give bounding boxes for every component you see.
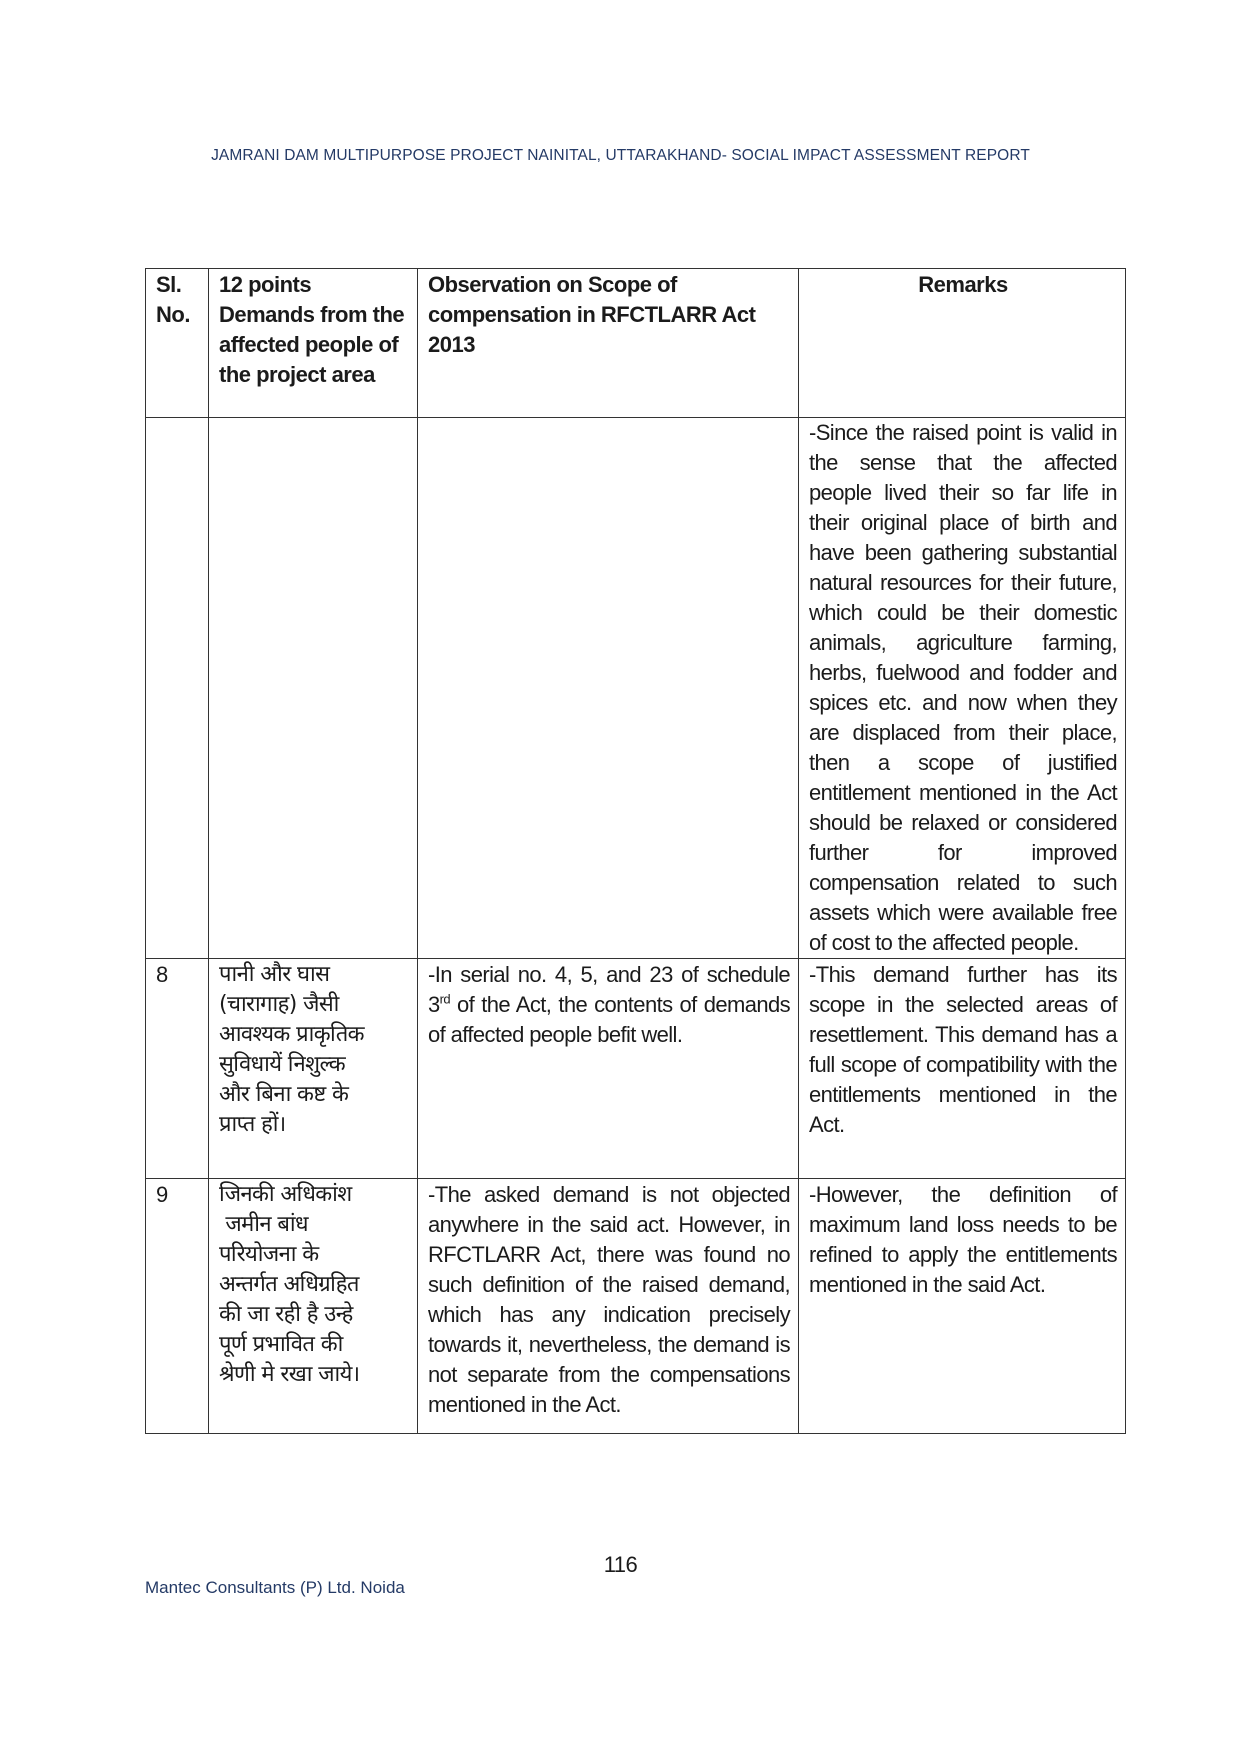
table-row bbox=[146, 1179, 1126, 1434]
col-header-sl-no: Sl. No. bbox=[146, 269, 209, 418]
table-row bbox=[146, 959, 1126, 1179]
observation-cell: -The asked demand is not objected anywhere in the said act. However, in RFCTLARR Act, there was found no such definition of the raised demand, which has any indication precisely towards it, nevertheless, the demand is not separate from the compensations mentioned in the Act. bbox=[418, 1179, 799, 1434]
demand-cell: पानी और घास (चारागाह) जैसी आवश्यक प्राकृतिक सुविधायें निशुल्क और बिना कष्ट के प्राप्त हों। bbox=[209, 959, 418, 1179]
footer-company: Mantec Consultants (P) Ltd. Noida bbox=[145, 1578, 405, 1597]
observation-cell bbox=[418, 418, 799, 959]
remarks-cell: -However, the definition of maximum land loss needs to be refined to apply the entitlements mentioned in the said Act. bbox=[799, 1179, 1126, 1434]
sl-no-cell: 9 bbox=[146, 1179, 209, 1434]
observation-cell: -In serial no. 4, 5, and 23 of schedule 3rd of the Act, the contents of demands of affected people befit well. bbox=[418, 959, 799, 1179]
remarks-cell: -This demand further has its scope in the selected areas of resettlement. This demand has a full scope of compatibility with the entitlements mentioned in the Act. bbox=[799, 959, 1126, 1179]
table-header-row bbox=[146, 269, 1126, 418]
col-header-observation: Observation on Scope of compensation in RFCTLARR Act 2013 bbox=[418, 269, 799, 418]
col-header-remarks: Remarks bbox=[799, 269, 1126, 418]
demands-table bbox=[145, 268, 1126, 1434]
demand-cell bbox=[209, 418, 418, 959]
report-header: JAMRANI DAM MULTIPURPOSE PROJECT NAINITAL, UTTARAKHAND- SOCIAL IMPACT ASSESSMENT REPORT bbox=[211, 147, 1030, 164]
sl-no-cell bbox=[146, 418, 209, 959]
table-row bbox=[146, 418, 1126, 959]
col-header-demands: 12 points Demands from the affected people of the project area bbox=[209, 269, 418, 418]
superscript: rd bbox=[439, 991, 450, 1007]
demand-cell: जिनकी अधिकांश जमीन बांध परियोजना के अन्तर्गत अधिग्रहित की जा रही है उन्हे पूर्ण प्रभावित की श्रेणी मे रखा जाये। bbox=[209, 1179, 418, 1434]
sl-no-cell: 8 bbox=[146, 959, 209, 1179]
remarks-cell: -Since the raised point is valid in the sense that the affected people lived their so far life in their original place of birth and have been gathering substantial natural resources for their future, which could be their domestic animals, agriculture farming, herbs, fuelwood and fodder and spices etc. and now when they are displaced from their place, then a scope of justified entitlement mentioned in the Act should be relaxed or considered further for improved compensation related to such assets which were available free of cost to the affected people. bbox=[799, 418, 1126, 959]
page-number: 116 bbox=[603, 1552, 638, 1577]
